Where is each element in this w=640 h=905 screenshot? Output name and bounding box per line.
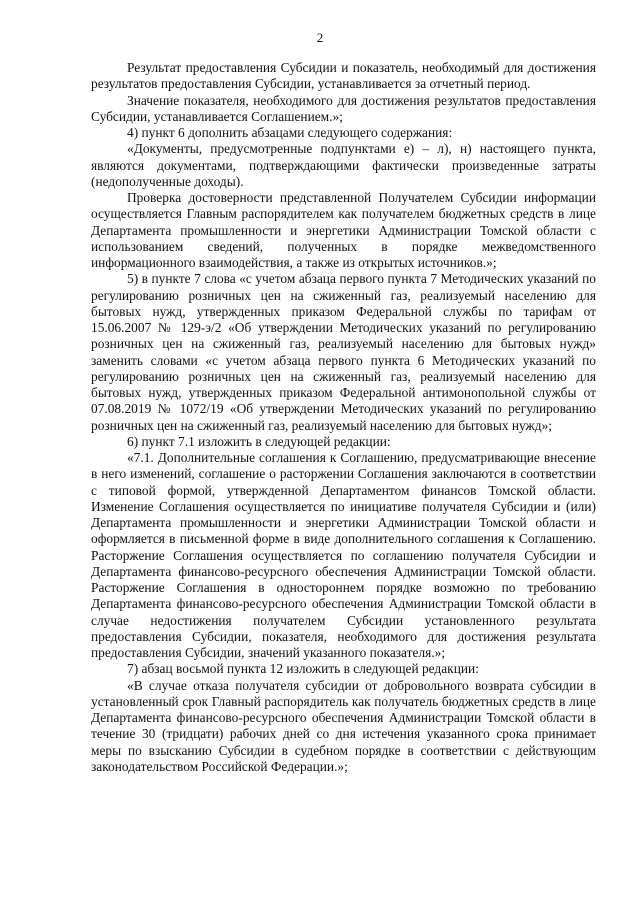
paragraph-item-7: 7) абзац восьмой пункта 12 изложить в следующей редакции: [127, 661, 479, 677]
paragraph-item-6: 6) пункт 7.1 изложить в следующей редакции: [127, 433, 391, 449]
paragraph-clause-7-1: «7.1. Дополнительные соглашения к Соглашению, предусматривающие внесение в него изменений, соглашение о расторжении Соглашения заключаются в соответствии с типовой формой, утвержденной Департаментом финансов Томской области. Изменение Соглашения осуществляется по инициативе получателя Субсидии и (или) Департамента промышленности и энергетики Администрации Томской области и оформляется в письменной форме в виде дополнительного соглашения к Соглашению. Расторжение Соглашения осуществляется по соглашению получателя Субсидии и Департамента финансово-ресурсного обеспечения Администрации Томской области. Расторжение Соглашения в одностороннем порядке возможно по требованию Департамента финансово-ресурсного обеспечения Администрации Томской области в случае недостижения получателем Субсидии установленного результата предоставления Субсидии, показателя, необходимого для достижения результата предоставления Субсидии, значений указанного показателя.»; [91, 450, 596, 660]
paragraph-documents: «Документы, предусмотренные подпунктами е) – л), н) настоящего пункта, являются документами, подтверждающими фактически произведенные затраты (недополученные доходы). [91, 141, 596, 189]
paragraph-refusal: «В случае отказа получателя субсидии от добровольного возврата субсидии в установленный срок Главный распорядитель как получатель бюджетных средств в лице Департамента финансово-ресурсного обеспечения Администрации Томской области в течение 30 (тридцати) рабочих дней со дня истечения указанного срока принимает меры по взысканию Субсидии в судебном порядке в соответствии с действующим законодательством Российской Федерации.»; [91, 677, 596, 774]
paragraph-item-5: 5) в пункте 7 слова «с учетом абзаца первого пункта 7 Методических указаний по регулированию розничных цен на сжиженный газ, реализуемый населению для бытовых нужд, утвержденных приказом Федеральной службы по тарифам от 15.06.2007 № 129-э/2 «Об утверждении Методических указаний по регулированию розничных цен на сжиженный газ, реализуемый населению для бытовых нужд» заменить словами «с учетом абзаца первого пункта 6 Методических указаний по регулированию розничных цен на сжиженный газ, реализуемый населению для бытовых нужд, утвержденных приказом Федеральной антимонопольной службы от 07.08.2019 № 1072/19 «Об утверждении Методических указаний по регулированию розничных цен на сжиженный газ, реализуемый населению для бытовых нужд»; [91, 271, 596, 433]
paragraph-result-indicator: Результат предоставления Субсидии и показатель, необходимый для достижения результатов предоставления Субсидии, устанавливается за отчетный период. [91, 60, 596, 92]
page-number: 2 [316, 30, 324, 45]
paragraph-indicator-value: Значение показателя, необходимого для достижения результатов предоставления Субсидии, устанавливается Соглашением.»; [91, 92, 596, 124]
paragraph-verification: Проверка достоверности представленной Получателем Субсидии информации осуществляется Главным распорядителем как получателем бюджетных средств в лице Департамента промышленности и энергетики Администрации Томской области с использованием сведений, полученных в порядке межведомственного информационного взаимодействия, а также из открытых источников.»; [91, 190, 596, 270]
paragraph-item-4: 4) пункт 6 дополнить абзацами следующего содержания: [127, 125, 453, 140]
document-body [91, 60, 596, 775]
